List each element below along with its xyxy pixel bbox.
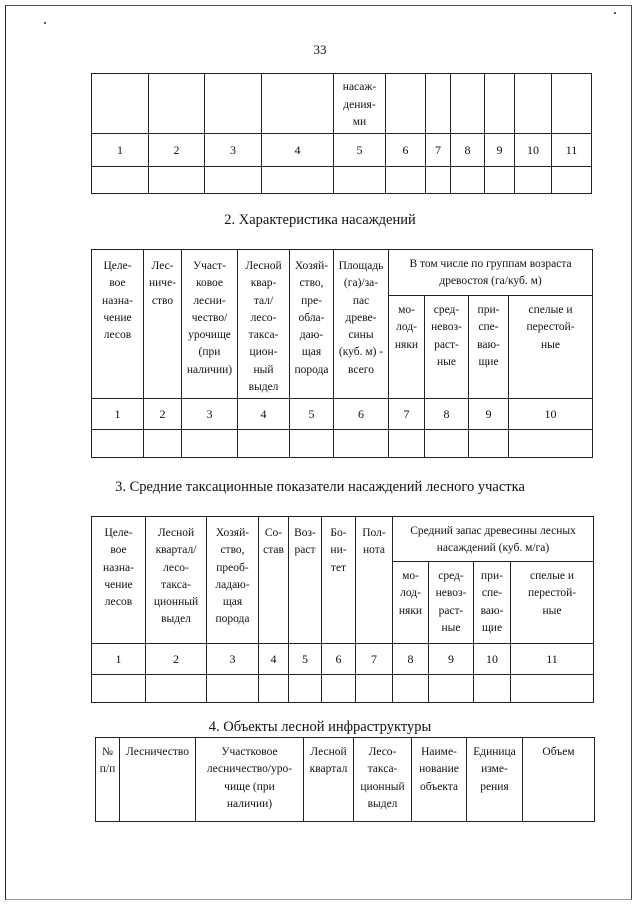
section-title: 2. Характеристика насаждений	[224, 212, 416, 228]
table-row	[92, 74, 592, 134]
header-cell: Лесничество	[120, 738, 196, 822]
header-cell: Участ- ковое лесни- чество/ урочище (при наличии)	[182, 250, 238, 399]
table-cell	[451, 74, 485, 134]
header-cell: Единица изме- рения	[467, 738, 523, 822]
section-title: 3. Средние таксационные показатели насаждений лесного участка	[115, 479, 525, 495]
header-cell: Воз- раст	[289, 517, 322, 644]
subheader-cell: спелые и перестой- ные	[511, 562, 594, 644]
column-number: 3	[205, 134, 262, 167]
subheader-cell: сред- невоз- раст- ные	[425, 296, 469, 399]
header-cell: Объем	[523, 738, 595, 822]
header-cell: Целе- вое назна- чение лесов	[92, 250, 144, 399]
subheader-cell: мо- лод- няки	[389, 296, 425, 399]
column-number: 10	[474, 644, 511, 675]
table-cell	[262, 74, 334, 134]
header-cell: Хозяй- ство, пре- обла- даю- щая порода	[290, 250, 334, 399]
table-cell	[149, 74, 205, 134]
table-average-taxation-indicators	[91, 516, 594, 703]
column-number: 4	[238, 399, 290, 430]
scan-speck	[44, 22, 46, 24]
table-cell	[426, 74, 451, 134]
subheader-cell: мо- лод- няки	[393, 562, 429, 644]
table-number-row	[92, 399, 593, 430]
column-number: 10	[515, 134, 552, 167]
table-header-row	[96, 738, 595, 822]
table-number-row	[92, 134, 592, 167]
column-number: 5	[290, 399, 334, 430]
column-number: 5	[289, 644, 322, 675]
column-number: 7	[426, 134, 451, 167]
column-number: 8	[425, 399, 469, 430]
column-number: 8	[393, 644, 429, 675]
column-number: 5	[334, 134, 386, 167]
table-row-empty	[92, 430, 593, 458]
header-cell: Целе- вое назна- чение лесов	[92, 517, 146, 644]
column-number: 3	[182, 399, 238, 430]
subheader-cell: при- спе- ваю- щие	[469, 296, 509, 399]
subheader-cell: спелые и перестой- ные	[509, 296, 593, 399]
header-cell: Лесной квартал/ лесо- такса- ционный выдел	[146, 517, 207, 644]
page-number: 33	[313, 42, 327, 57]
column-number: 1	[92, 644, 146, 675]
column-number: 9	[429, 644, 474, 675]
subheader-cell: при- спе- ваю- щие	[474, 562, 511, 644]
header-cell: Пол- нота	[356, 517, 393, 644]
column-number: 11	[511, 644, 594, 675]
header-cell: Лесо- такса- ционный выдел	[354, 738, 412, 822]
column-number: 9	[469, 399, 509, 430]
header-cell: Лесной квартал	[304, 738, 354, 822]
column-number: 8	[451, 134, 485, 167]
header-cell: Хозяй- ство, преоб- ладаю- щая порода	[207, 517, 259, 644]
header-cell: Площадь (га)/за- пас древе- сины (куб. м) - всего	[334, 250, 389, 399]
column-number: 4	[262, 134, 334, 167]
column-number: 1	[92, 134, 149, 167]
subheader-cell: сред- невоз- раст- ные	[429, 562, 474, 644]
header-cell: Участковое лесничество/уро- чище (при наличии)	[196, 738, 304, 822]
header-cell: Со- став	[259, 517, 289, 644]
column-number: 1	[92, 399, 144, 430]
column-number: 10	[509, 399, 593, 430]
table-cell: насаж- дения- ми	[334, 74, 386, 134]
table-row-empty	[92, 167, 592, 194]
header-group-cell: Средний запас древесины лесных насаждений (куб. м/га)	[393, 517, 594, 562]
header-cell: Бо- ни- тет	[322, 517, 356, 644]
table-cell	[386, 74, 426, 134]
scan-speck	[614, 12, 616, 14]
header-group-cell: В том числе по группам возраста древостоя (га/куб. м)	[389, 250, 593, 296]
table-stand-characteristics	[91, 249, 593, 458]
column-number: 6	[386, 134, 426, 167]
column-number: 6	[334, 399, 389, 430]
table-forest-infrastructure	[95, 737, 595, 822]
section-title: 4. Объекты лесной инфраструктуры	[208, 719, 432, 735]
column-number: 3	[207, 644, 259, 675]
column-number: 2	[146, 644, 207, 675]
column-number: 7	[356, 644, 393, 675]
header-cell: Наиме- нование объекта	[412, 738, 467, 822]
table-cell	[515, 74, 552, 134]
table-continuation	[91, 73, 592, 194]
column-number: 4	[259, 644, 289, 675]
column-number: 2	[144, 399, 182, 430]
column-number: 11	[552, 134, 592, 167]
table-cell	[552, 74, 592, 134]
header-cell: № п/п	[96, 738, 120, 822]
column-number: 6	[322, 644, 356, 675]
header-cell: Лес- ниче- ство	[144, 250, 182, 399]
table-cell	[485, 74, 515, 134]
column-number: 2	[149, 134, 205, 167]
table-number-row	[92, 644, 594, 675]
table-cell	[92, 74, 149, 134]
table-cell	[205, 74, 262, 134]
column-number: 7	[389, 399, 425, 430]
table-row-empty	[92, 675, 594, 703]
column-number: 9	[485, 134, 515, 167]
header-cell: Лесной квар- тал/ лесо- такса- цион- ный выдел	[238, 250, 290, 399]
